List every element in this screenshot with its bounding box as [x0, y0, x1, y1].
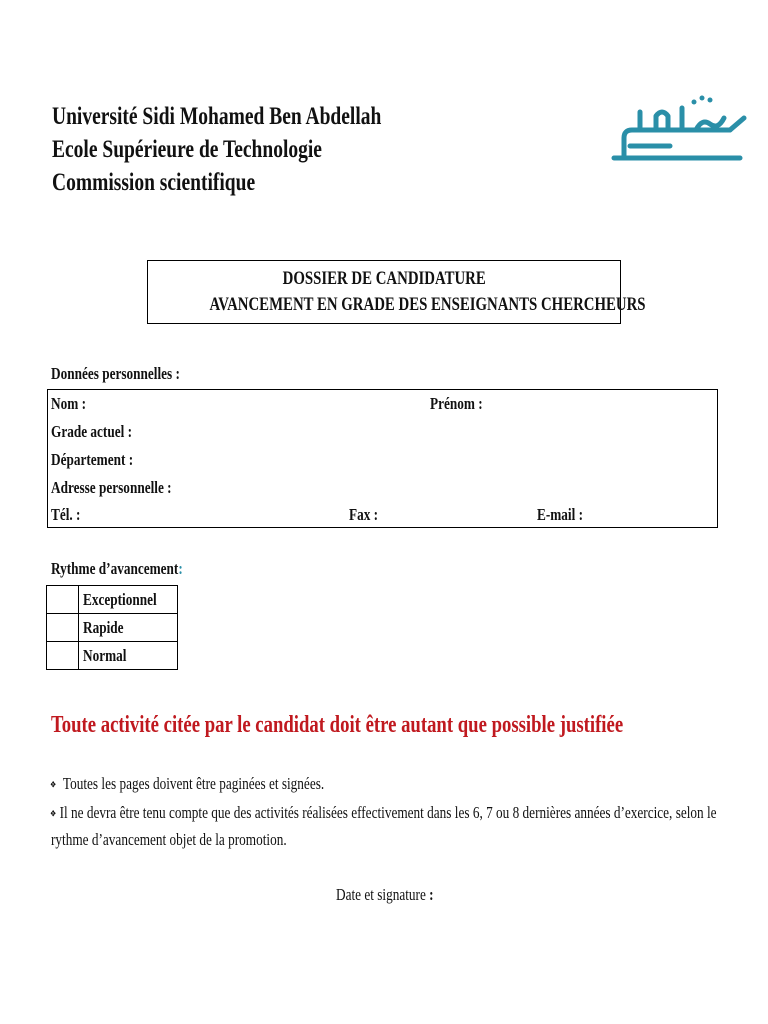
signature-colon: :	[429, 885, 434, 904]
bullet-icon: ❖	[50, 808, 57, 819]
justification-notice-text: Toute activité citée par le candidat doit être autant que possible justifiée	[51, 712, 624, 738]
prenom-label: Prénom :	[430, 394, 483, 413]
title-box	[147, 260, 646, 324]
rule-2	[50, 803, 768, 823]
rythme-heading	[51, 559, 220, 579]
bullet-icon: ❖	[50, 779, 57, 790]
rule-2-text-line-1: Il ne devra être tenu compte que des activités réalisées effectivement dans les 6, 7 ou 8 dernières années d’exercice, selon le	[59, 803, 717, 822]
email-label: E-mail :	[537, 505, 584, 524]
nom-label: Nom :	[51, 394, 86, 413]
commission-name: Commission scientifique	[52, 169, 256, 196]
normal-checkbox[interactable]	[47, 642, 79, 670]
rapide-label: Rapide	[83, 617, 124, 637]
tel-label: Tél. :	[51, 505, 81, 524]
exceptionnel-checkbox[interactable]	[47, 586, 79, 614]
title-line-2: AVANCEMENT EN GRADE DES ENSEIGNANTS CHERCHEURS	[209, 294, 646, 315]
fax-label: Fax :	[349, 505, 379, 524]
adresse-label: Adresse personnelle :	[51, 478, 172, 497]
title-line-1: DOSSIER DE CANDIDATURE	[282, 268, 486, 289]
exceptionnel-label: Exceptionnel	[83, 589, 157, 609]
school-name: Ecole Supérieure de Technologie	[52, 136, 322, 163]
rythme-row	[47, 586, 178, 614]
rythme-colon: :	[178, 559, 183, 578]
rule-2-text-line-2: rythme d’avancement objet de la promotion.	[51, 830, 287, 849]
justification-notice	[51, 712, 768, 739]
personal-data-heading	[51, 364, 216, 384]
signature-line	[336, 885, 461, 905]
university-logo-icon	[610, 88, 750, 168]
rythme-row	[47, 642, 178, 670]
rythme-heading-text: Rythme d’avancement	[51, 559, 179, 578]
rule-1-text: Toutes les pages doivent être paginées et signées.	[62, 774, 325, 793]
rapide-checkbox[interactable]	[47, 614, 79, 642]
signature-label: Date et signature	[336, 885, 426, 904]
grade-label: Grade actuel :	[51, 422, 133, 441]
university-name: Université Sidi Mohamed Ben Abdellah	[52, 103, 382, 130]
rythme-table	[46, 585, 178, 670]
normal-label: Normal	[83, 645, 127, 665]
personal-data-heading-text: Données personnelles :	[51, 364, 180, 383]
rule-2-continuation	[51, 830, 353, 850]
university-header	[52, 100, 474, 199]
personal-data-box	[47, 389, 718, 528]
rythme-row	[47, 614, 178, 642]
departement-label: Département :	[51, 450, 134, 469]
rule-1	[50, 774, 402, 794]
